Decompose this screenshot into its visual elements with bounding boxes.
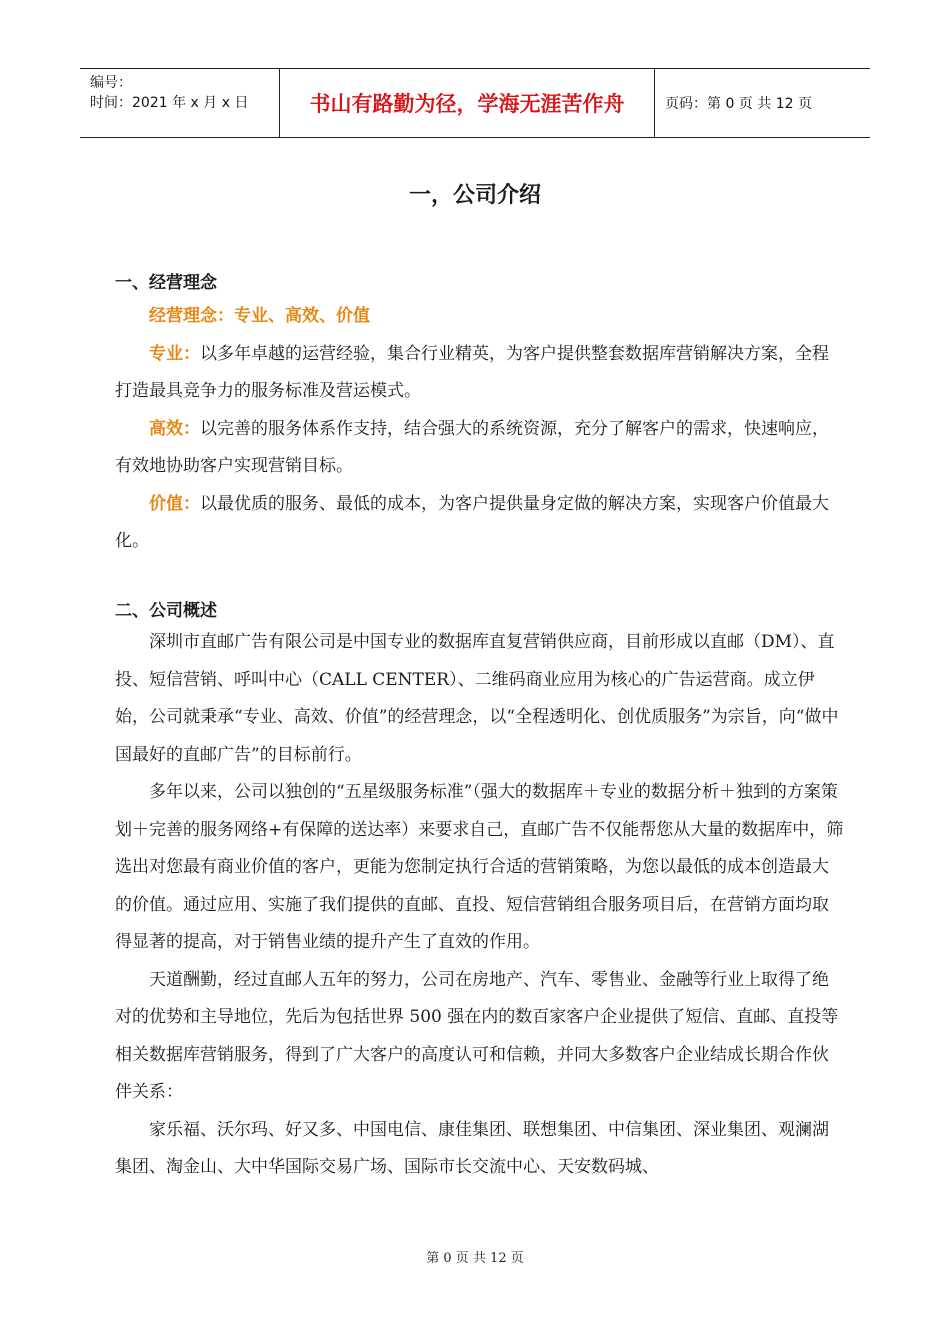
header-motto: 书山有路勤为径，学海无涯苦作舟 (280, 69, 655, 137)
item-text: 以完善的服务体系作支持，结合强大的系统资源，充分了解客户的需求，快速响应，有效地协助客户实现营销目标。 (115, 418, 829, 476)
page-footer: 第 0 页 共 12 页 (426, 1251, 524, 1266)
item-label: 价值： (149, 493, 200, 514)
overview-paragraph: 多年以来，公司以独创的“五星级服务标准”（强大的数据库＋专业的数据分析＋独到的方案策划＋完善的服务网络+有保障的送达率）来要求自己，直邮广告不仅能帮您从大量的数据库中，筛选出对您最有商业价值的客户，更能为您制定执行合适的营销策略，为您以最低的成本创造最大的价值。通过应用、实施了我们提供的直邮、直投、短信营销组合服务项目后，在营销方面均取得显著的提高，对于销售业绩的提升产生了直效的作用。 (115, 782, 844, 952)
page-title: 一，公司介绍 (408, 183, 541, 208)
overview-paragraph: 深圳市直邮广告有限公司是中国专业的数据库直复营销供应商，目前形成以直邮（DM）、直投、短信营销、呼叫中心（CALL CENTER）、二维码商业应用为核心的广告运营商。成立伊始，公司就秉承“专业、高效、价值”的经营理念，以“全程透明化、创优质服务”为宗旨，向“做中国最好的直邮广告”的目标前行。 (115, 632, 839, 765)
time-label: 时间：2021 年 x 月 x 日 (90, 95, 249, 111)
section-philosophy-body (115, 298, 845, 561)
philosophy-item-efficient (115, 411, 845, 486)
header-page-info: 页码：第 0 页 共 12 页 (665, 96, 812, 112)
philosophy-line: 经营理念：专业、高效、价值 (149, 306, 370, 326)
philosophy-item-professional (115, 336, 845, 411)
philosophy-item-value (115, 486, 845, 561)
client-list-paragraph: 家乐福、沃尔玛、好又多、中国电信、康佳集团、联想集团、中信集团、深业集团、观澜湖集团、淘金山、大中华国际交易广场、国际市长交流中心、天安数码城、 (115, 1119, 829, 1177)
item-label: 专业： (149, 343, 200, 364)
item-text: 以多年卓越的运营经验，集合行业精英，为客户提供整套数据库营销解决方案，全程打造最具竞争力的服务标准及营运模式。 (115, 343, 829, 401)
header-meta (80, 69, 280, 137)
overview-paragraph: 天道酬勤，经过直邮人五年的努力，公司在房地产、汽车、零售业、金融等行业上取得了绝对的优势和主导地位，先后为包括世界 500 强在内的数百家客户企业提供了短信、直邮、直投等相关数据库营销服务，得到了广大客户的高度认可和信赖，并同大多数客户企业结成长期合作伙伴关系： (115, 969, 839, 1102)
number-label: 编号： (90, 75, 132, 91)
section-overview-body (115, 624, 845, 1187)
document-header (80, 68, 870, 138)
item-text: 以最优质的服务、最低的成本，为客户提供量身定做的解决方案，实现客户价值最大化。 (115, 493, 829, 551)
section-heading-philosophy: 一、经营理念 (115, 273, 217, 293)
item-label: 高效： (149, 418, 200, 439)
section-heading-overview: 二、公司概述 (115, 601, 217, 621)
